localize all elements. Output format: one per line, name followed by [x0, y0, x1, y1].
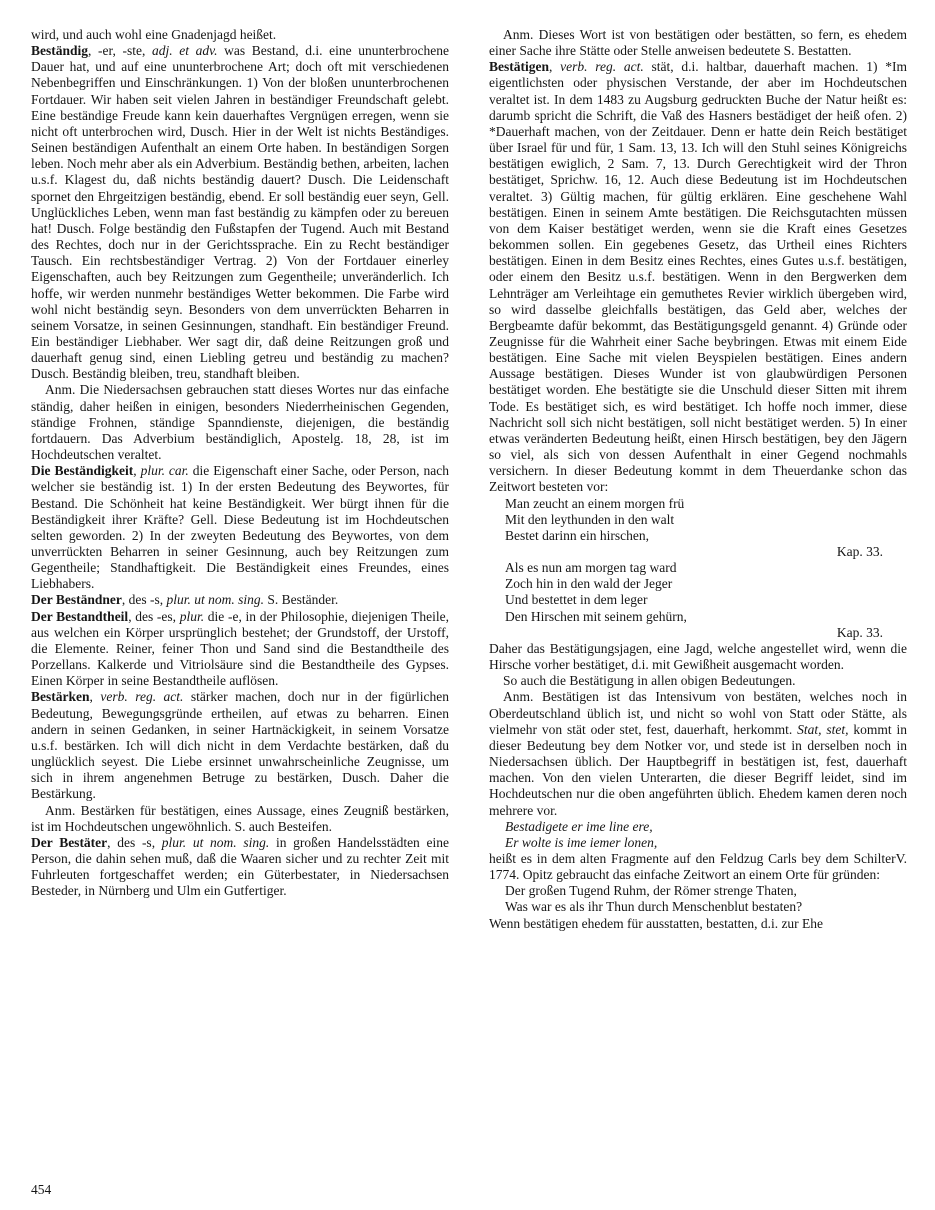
paragraph	[489, 609, 907, 625]
paragraph	[489, 883, 907, 899]
text-run: Er wolte is ime iemer lonen,	[505, 834, 658, 850]
text-run: , des -s,	[107, 834, 162, 850]
text-run: plur. ut nom. sing.	[166, 592, 265, 608]
text-run: ,	[549, 59, 561, 75]
paragraph	[31, 592, 449, 608]
paragraph	[489, 641, 907, 673]
text-run: Was war es als ihr Thun durch Menschenblut bestaten?	[505, 899, 803, 915]
text-run: plur. ut nom. sing.	[161, 834, 270, 850]
text-run: ,	[89, 689, 101, 705]
paragraph	[31, 689, 449, 802]
paragraph	[31, 463, 449, 592]
text-run: S. Beständer.	[264, 592, 339, 608]
text-run: Beständig	[31, 43, 89, 59]
paragraph	[489, 59, 907, 495]
text-run: , des -s,	[121, 592, 167, 608]
text-run: Der Bestäter	[31, 834, 108, 850]
text-run: Mit den leythunden in den walt	[505, 511, 675, 527]
text-run: Der großen Tugend Ruhm, der Römer strenge Thaten,	[505, 883, 797, 899]
text-run: verb. reg. act.	[100, 689, 184, 705]
text-columns	[31, 27, 907, 932]
text-run: Der Beständner	[31, 592, 122, 608]
text-run: heißt es in dem alten Fragmente auf den Feldzug Carls bey dem SchilterV. 1774. Opitz gebraucht das einfache Zeitwort an einem Orte für gründen:	[489, 850, 907, 883]
text-run: plur.	[179, 608, 205, 624]
column-left	[31, 27, 449, 932]
paragraph	[489, 625, 907, 641]
text-run: Der Bestandtheil	[31, 608, 129, 624]
text-run: Den Hirschen mit seinem gehürn,	[505, 608, 687, 624]
text-run: Und bestettet in dem leger	[505, 592, 648, 608]
text-run: Bestet darinn ein hirschen,	[505, 527, 649, 543]
text-run: adj. et adv.	[152, 43, 218, 59]
text-run: Kap. 33.	[836, 624, 883, 640]
paragraph	[489, 592, 907, 608]
text-run: die Eigenschaft einer Sache, oder Person, nach welcher sie beständig ist. 1) In der ersten Bedeutung des Beywortes, für Bestand. Die Schönheit hat keine Beständigkeit. Wer bürgt ihnen für die Beständigkeit ihrer Kräfte? Gell. Diese Bedeutung ist im Hochdeutschen selten geworden. 2) In der zweyten Bedeutung des Beywortes, von dem unverrückten Beharren in seiner Gesinnung, auch bey Reitzungen zum Gegentheile; Standhaftigkeit. Die Beständigkeit eines Freundes, eines Liebhabers.	[31, 463, 449, 592]
paragraph	[31, 43, 449, 382]
text-run: Wenn bestätigen ehedem für ausstatten, bestatten, d.i. zur Ehe	[489, 915, 824, 931]
text-run: Man zeucht an einem morgen frü	[505, 495, 685, 511]
page-number: 454	[31, 1182, 52, 1197]
column-right	[489, 27, 907, 932]
text-run: Daher das Bestätigungsjagen, eine Jagd, welche angestellet wird, wenn die Hirsche vorher bestätiget, d.i. mit Gewißheit ausgemacht worden.	[489, 640, 907, 673]
text-run: Anm. Dieses Wort ist von bestätigen oder bestätten, so fern, es ehedem einer Sache ihre Stätte oder Stelle anweisen bedeutete S. Bestatten.	[489, 27, 907, 59]
paragraph	[31, 803, 449, 835]
text-run: So auch die Bestätigung in allen obigen Bedeutungen.	[503, 673, 796, 689]
paragraph	[489, 916, 907, 932]
text-run: in großen Handelsstädten eine Person, die dahin sehen muß, daß die Waaren sicher und zu rechter Zeit mit Fuhrleuten fortgeschaffet werden; ein Güterbestater, in Niedersachsen Besteder, in Nürnberg und Ulm ein Gutfertiger.	[31, 834, 449, 899]
text-run: plur. car.	[140, 463, 189, 479]
text-run: Bestärken	[31, 689, 90, 705]
text-run: Anm. Bestätigen ist das Intensivum von bestäten, welches noch in Oberdeutschland üblich ist, und nicht so wohl von Statt oder Stätte, als vielmehr von stät oder stet, fest, dauerhaft, herkommt.	[489, 689, 907, 737]
paragraph	[489, 544, 907, 560]
text-run: Anm. Die Niedersachsen gebrauchen statt dieses Wortes nur das einfache ständig, daher heißen in einigen, besonders Niederrheinischen Gegenden, ständige Frohnen, ständige Spanndienste, diejenigen, die beständig fortdauern. Das Adverbium beständiglich, Apostelg. 18, 28, ist im Hochdeutschen veraltet.	[31, 382, 449, 463]
paragraph	[31, 609, 449, 690]
text-run: die -e, in der Philosophie, diejenigen Theile, aus welchen ein Körper ursprünglich bestehet; der Grundstoff, der Urstoff, die Elemente. Reiner, feiner Thon und Sand sind die Bestandtheile des Porzellans. Kalkerde und Vitriolsäure sind die Bestandtheile des Gypses. Einen Körper in seine Bestandtheile auflösen.	[31, 608, 449, 689]
text-run: Bestadigete er ime line ere,	[505, 818, 653, 834]
text-run: Die Beständigkeit	[31, 463, 134, 479]
text-run: stärker machen, doch nur in der figürlichen Bedeutung, Bewegungsgründe ertheilen, auf etwas zu beharren. Einen andern in seinen Gedanken, in seiner Hartnäckigkeit, in seinem Vorsatze u.s.f. bestärken. Ich will dich nicht in dem Verdachte bestärken, daß du unglücklich seyest. Die Liebe ersinnet unwahrscheinliche Zeugnisse, um sich in ihrem angenehmen Betruge zu bestärken, Dusch. Daher die Bestärkung.	[31, 689, 449, 802]
text-run: Als es nun am morgen tag ward	[505, 560, 677, 576]
text-run: , -er, -ste,	[88, 43, 152, 59]
paragraph	[489, 496, 907, 512]
text-run: wird, und auch wohl eine Gnadenjagd heißet.	[31, 27, 277, 42]
text-run: kommt in dieser Bedeutung bey dem Notker vor, und stede ist in derselben noch in Niedersachsen üblich. Der Hauptbegriff in bestätigen ist, fest, dauerhaft machen. Von den vielen Unterarten, die dieser Begriff leidet, sind im Hochdeutschen nur die oben angeführten üblich. Ehedem kamen deren noch mehrere vor.	[489, 721, 907, 818]
text-run: Zoch hin in den wald der Jeger	[505, 576, 673, 592]
text-run: Bestätigen	[489, 59, 549, 75]
paragraph	[31, 27, 449, 43]
paragraph	[489, 851, 907, 883]
text-run: , des -es,	[128, 608, 180, 624]
paragraph	[489, 835, 907, 851]
paragraph	[489, 673, 907, 689]
text-run: was Bestand, d.i. eine ununterbrochene Dauer hat, und auf eine ununterbrochene Art; doch oft mit verschiedenen Nebenbegriffen und Einschränkungen. 1) Von der bloßen ununterbrochenen Fortdauer. Wir haben seit vielen Jahren in beständiger Freundschaft gelebt. Eine beständige Freude kann kein dauerhaftes Vergnügen erregen, wenn sie nicht oft unterbrochen wird, Dusch. Hier in der Welt ist nichts Beständiges. Seinen beständigen Aufenthalt an einem Orte haben. In beständigen Sorgen leben. Noch mehr aber als ein Adverbium. Beständig bethen, arbeiten, lachen u.s.f. Klagest du, daß nichts beständig dauert? Dusch. Die Leidenschaft spornet den Ehrgeitzigen beständig, ebend. Er soll beständig euer seyn, Gell. Unglückliches Leben, wenn man fast beständig zu kämpfen oder zu bereuen hat! Dusch. Folge beständig den Fußstapfen der Tugend. Auch mit Bestand des Rechtes, doch nur in der Gerichtssprache. Ein zu Recht beständiger Tausch. Ein rechtsbeständiger Vertrag. 2) Von der Fortdauer einerley Eigenschaften, auch bey Reitzungen zum Gegentheile; unveränderlich. Ich hoffe, wir werden nunmehr beständiges Wetter bekommen. Die Farbe wird wohl nicht beständig seyn. Besonders von dem unverrückten Beharren in seinem Vorsatze, in seinen Gesinnungen, standhaft. Ein beständiger Freund. Ein beständiger Liebhaber. Wer sagt dir, daß deine Reitzungen groß und dauerhaft genug sind, einen Liebling getreu und beständig zu machen? Dusch. Beständig bleiben, treu, standhaft bleiben.	[31, 43, 450, 382]
paragraph	[489, 899, 907, 915]
text-run: Kap. 33.	[836, 544, 883, 559]
paragraph	[489, 560, 907, 576]
paragraph	[489, 27, 907, 59]
text-run: Stat, stet,	[797, 721, 849, 737]
text-run: stät, d.i. haltbar, dauerhaft machen. 1) *Im eigentlichsten oder physischen Verstande, der aber im Hochdeutschen veraltet ist. In dem 1483 zu Augsburg gedruckten Buche der Natur heißt es: darumb spricht die Schrift, die Vaß des Hasners bestädiget der heiß ofen. 2) *Dauerhaft machen, von der Zeitdauer. Denn er hatte dein Reich bestätiget über Israel für und für, 1 Sam. 13, 13. Ich will den Stuhl seines Königreichs bestätigen ewiglich, 2 Sam. 7, 13. Durch Gerechtigkeit wird der Thron bestätiget, Sprichw. 16, 12. Auch diese Bedeutung ist im Hochdeutschen veraltet. 3) Gültig machen, für gültig erklären. Eine geschehene Wahl bestätigen. Einen in seinem Amte bestätigen. Die Reichsgutachten müssen von dem Kaiser bestätiget werden, wenn sie die Kraft eines Gesetzes bekommen sollen. Ein gegebenes Gesetz, das Urtheil eines Richters bestätigen. Einen in dem Besitz eines Rechtes, eines Gutes u.s.f. bestätigen, oder einem den Besitz u.s.f. bestätigen. Wenn in den Bergwerken dem Lehnträger am Verleihtage ein gemuthetes Revier wirklich übergeben wird, so wird dasselbe gleichfalls bestätigen, das Geld aber, welches der Bergbeamte dafür bekommt, das Bestätigungsgeld genannt. 4) Gründe oder Zeugnisse für die Wahrheit einer Sache beybringen. Etwas mit einem Eide bestätigen. Eine Sache mit vielen Beyspielen bestätigen. Eines andern Aussage bestätigen. Dieses Wunder ist von glaubwürdigen Personen bestätiget worden. Ehe bestätigte sie die Unschuld dieser Sitten mit ihrem Tode. Es bestätiget sich, es wird bestätiget. Ich hoffe noch immer, diese Nachricht soll sich nicht bestätigen, soll nicht bestätiget werden. 5) In einer etwas veränderten Bedeutung heißt, einen Hirsch bestätigen, bey den Jägern so viel, als sich von dessen Aufenthalt in einer Gegend nochmahls versichern. In dieser Bedeutung kommt in dem Theuerdanke schon das Zeitwort besteten vor:	[489, 59, 908, 495]
paragraph	[489, 819, 907, 835]
paragraph	[489, 528, 907, 544]
paragraph	[31, 835, 449, 900]
paragraph	[489, 576, 907, 592]
paragraph	[489, 512, 907, 528]
text-run: Anm. Bestärken für bestätigen, eines Aussage, eines Zeugniß bestärken, ist im Hochdeutschen ungewöhnlich. S. auch Besteifen.	[31, 802, 449, 834]
text-run: verb. reg. act.	[560, 59, 644, 75]
paragraph	[31, 382, 449, 463]
text-run: ,	[133, 463, 141, 479]
paragraph	[489, 689, 907, 818]
